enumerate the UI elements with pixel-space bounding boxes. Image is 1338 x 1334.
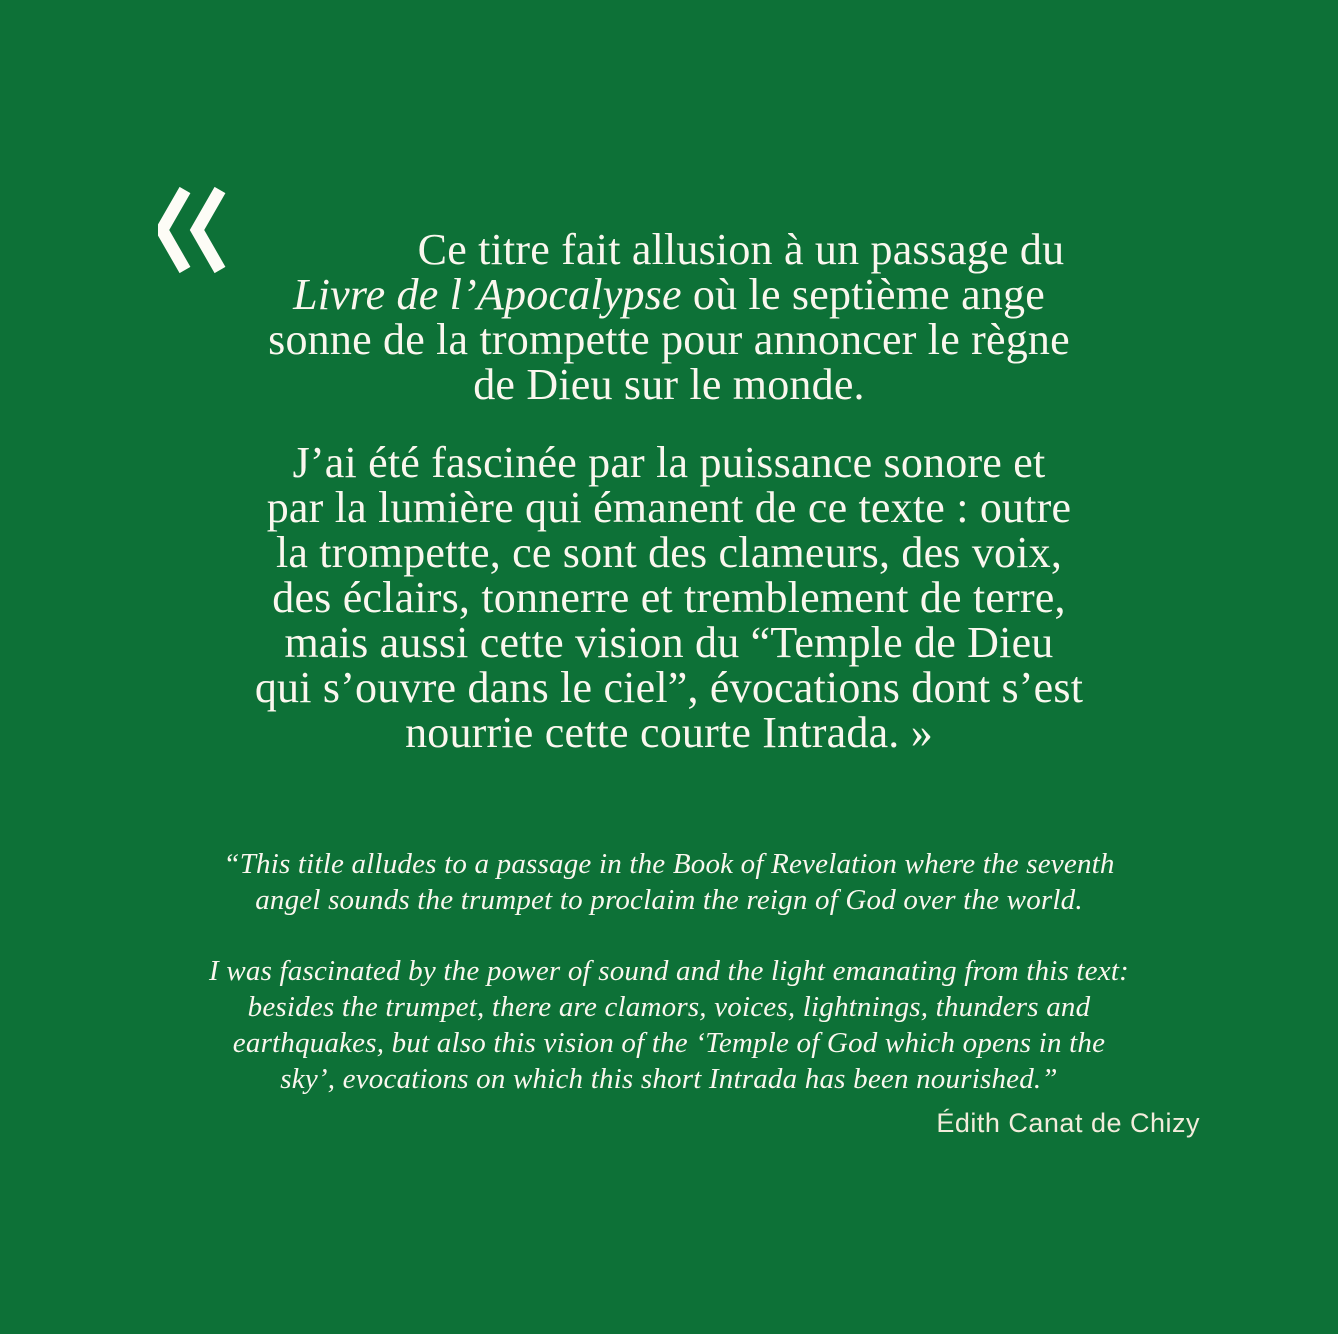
french-paragraph-1 bbox=[0, 227, 1338, 407]
quote-line: mais aussi cette vision du “Temple de Dieu bbox=[284, 618, 1054, 667]
quote-line: I was fascinated by the power of sound and the light emanating from this text: bbox=[209, 955, 1129, 987]
quote-line: nourrie cette courte Intrada. » bbox=[405, 708, 933, 757]
french-quote bbox=[0, 227, 1338, 755]
french-paragraph-2 bbox=[0, 440, 1338, 755]
quote-line: “This title alludes to a passage in the Book of Revelation where the seventh bbox=[223, 848, 1115, 880]
english-translation-quote bbox=[0, 846, 1338, 1097]
english-paragraph-1 bbox=[0, 846, 1338, 918]
quote-line-rest: où le septième ange bbox=[681, 270, 1045, 319]
work-title-italic: Livre de l’Apocalypse bbox=[293, 270, 682, 319]
quote-line: Ce titre fait allusion à un passage du bbox=[417, 225, 1065, 274]
quote-line: de Dieu sur le monde. bbox=[473, 360, 865, 409]
quote-line: la trompette, ce sont des clameurs, des voix, bbox=[275, 528, 1063, 577]
quote-line bbox=[0, 272, 1338, 317]
quote-line: sky’, evocations on which this short Intrada has been nourished.” bbox=[280, 1063, 1058, 1095]
attribution: Édith Canat de Chizy bbox=[936, 1108, 1200, 1138]
quote-line: par la lumière qui émanent de ce texte : outre bbox=[266, 483, 1072, 532]
quote-line: earthquakes, but also this vision of the ‘Temple of God which opens in the bbox=[232, 1027, 1106, 1059]
quote-line: sonne de la trompette pour annoncer le règne bbox=[268, 315, 1070, 364]
quote-line: angel sounds the trumpet to proclaim the reign of God over the world. bbox=[255, 884, 1083, 916]
english-paragraph-2 bbox=[0, 953, 1338, 1097]
quote-line: besides the trumpet, there are clamors, voices, lightnings, thunders and bbox=[247, 991, 1091, 1023]
quote-line: qui s’ouvre dans le ciel”, évocations dont s’est bbox=[254, 663, 1084, 712]
quote-line: des éclairs, tonnerre et tremblement de terre, bbox=[272, 573, 1066, 622]
quote-line: J’ai été fascinée par la puissance sonore et bbox=[292, 438, 1046, 487]
